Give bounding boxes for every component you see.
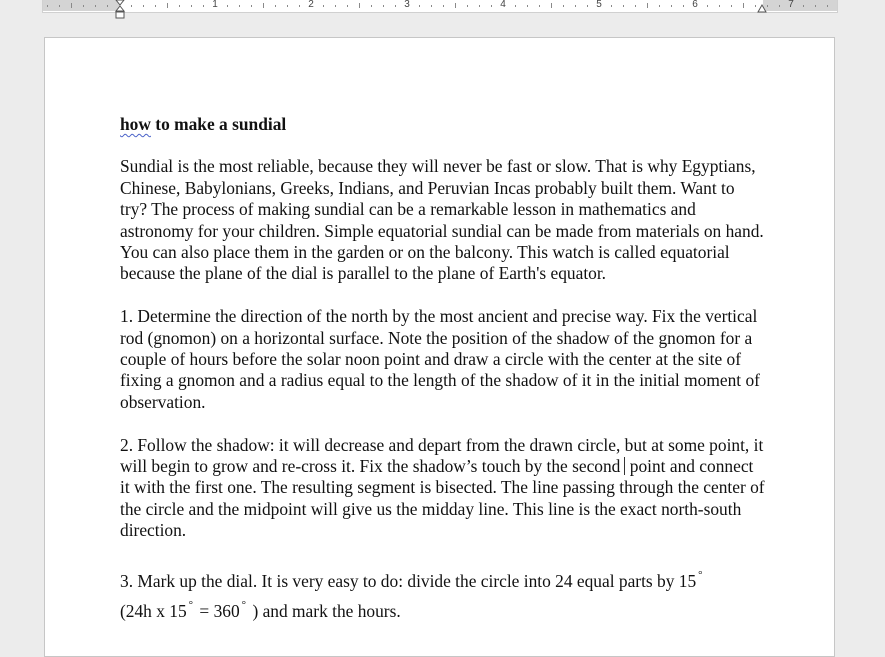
ruler-tick [767, 5, 768, 7]
ruler-tick [191, 5, 192, 7]
paragraph-step-2 [120, 435, 765, 542]
horizontal-ruler[interactable] [42, 0, 838, 13]
ruler-tick [815, 5, 816, 7]
paragraph-step-1: 1. Determine the direction of the north by the most ancient and precise way. Fix the vertical rod (gnomon) on a horizontal surface. Note the position of the shadow of the gnomon for a couple of hours before the solar noon point and draw a circle with the center at the site of fixing a gnomon and a radius equal to the length of the shadow of it in the initial moment of observation. [120, 306, 760, 412]
ruler-number: 4 [500, 0, 506, 10]
step-3-text-a: 3. Mark up the dial. It is very easy to do: divide the circle into 24 equal parts by 15 [120, 571, 697, 592]
ruler-tick [635, 5, 636, 7]
ruler-tick [779, 5, 780, 7]
ruler-number: 2 [308, 0, 314, 10]
document-title [120, 114, 765, 135]
ruler-tick [539, 5, 540, 7]
ruler-tick [299, 5, 300, 7]
step-2-text-b: point and connect it with the first one. The resulting segment is bisected. The line passing through the center of the circle and the midpoint will give us the midday line. This line is the exact north-south direction. [120, 456, 765, 541]
ruler-tick [251, 5, 252, 7]
title-text: to make a sundial [150, 114, 287, 134]
step-2-text-a: 2. Follow the shadow: it will decrease and depart from the drawn circle, but at some point, it will begin to grow and re-cross it. Fix the shadow’s touch by the second [120, 434, 764, 477]
ruler-tick [551, 3, 552, 8]
ruler-tick [83, 5, 84, 7]
ruler-tick [479, 5, 480, 7]
ruler-tick [167, 3, 168, 8]
ruler-tick [527, 5, 528, 7]
ruler-tick [71, 3, 72, 8]
ruler-tick [611, 5, 612, 7]
degree-symbol: ° [188, 599, 194, 612]
ruler-tick [491, 5, 492, 7]
ruler-tick [683, 5, 684, 7]
ruler-tick [383, 5, 384, 7]
paragraph-step-3 [120, 563, 765, 623]
ruler-tick [323, 5, 324, 7]
ruler-tick [95, 5, 96, 7]
document-body[interactable] [120, 114, 765, 644]
ruler-tick [431, 5, 432, 7]
ruler-tick [371, 5, 372, 7]
ruler-tick [359, 3, 360, 8]
ruler-tick [707, 5, 708, 7]
step-3-text-d: ) and mark the hours. [252, 601, 401, 622]
ruler-tick [239, 5, 240, 7]
step-3-text-c: = 360 [195, 601, 240, 622]
ruler-number: 3 [404, 0, 410, 10]
ruler-tick [827, 5, 828, 7]
ruler-tick [131, 5, 132, 7]
ruler-number: 5 [596, 0, 602, 10]
ruler-tick [347, 5, 348, 7]
ruler-tick [155, 5, 156, 7]
ruler-tick [731, 5, 732, 7]
ruler-tick [455, 3, 456, 8]
ruler-right-margin [763, 0, 837, 11]
ruler-tick [575, 5, 576, 7]
ruler-tick [743, 3, 744, 8]
ruler-number: 6 [692, 0, 698, 10]
ruler-tick [203, 5, 204, 7]
ruler-tick [143, 5, 144, 7]
ruler-tick [671, 5, 672, 7]
ruler-tick [287, 5, 288, 7]
spellcheck-flagged-word[interactable]: how [120, 114, 151, 134]
ruler-number: 1 [212, 0, 218, 10]
ruler-tick [587, 5, 588, 7]
ruler-tick [419, 5, 420, 7]
ruler-tick [803, 5, 804, 7]
text-cursor [624, 457, 625, 475]
ruler-tick [335, 5, 336, 7]
ruler-left-margin [43, 0, 120, 11]
ruler-tick [275, 5, 276, 7]
ruler-tick [623, 5, 624, 7]
left-indent-marker-icon[interactable] [115, 0, 125, 20]
step-3-text-b: (24h x 15 [120, 601, 187, 622]
ruler-tick [467, 5, 468, 7]
ruler-tick [647, 3, 648, 8]
ruler-tick [659, 5, 660, 7]
ruler-tick [47, 5, 48, 7]
ruler-tick [107, 5, 108, 7]
ruler-tick [515, 5, 516, 7]
ruler-tick [755, 5, 756, 7]
document-page[interactable] [44, 37, 835, 657]
ruler-tick [563, 5, 564, 7]
ruler-tick [263, 3, 264, 8]
ruler-tick [719, 5, 720, 7]
paragraph-intro: Sundial is the most reliable, because they will never be fast or slow. That is why Egyptians, Chinese, Babylonians, Greeks, Indians, and Peruvian Incas probably built them. Want to try? The process of making sundial can be a remarkable lesson in mathematics and astronomy for your children. Simple equatorial sundial can be made from materials on hand. You can also place them in the garden or on the balcony. This watch is called equatorial because the plane of the dial is parallel to the plane of Earth's equator. [120, 156, 764, 284]
degree-symbol: ° [698, 569, 703, 582]
ruler-tick [395, 5, 396, 7]
ruler-tick [443, 5, 444, 7]
ruler-tick [179, 5, 180, 7]
ruler-number: 7 [788, 0, 794, 10]
degree-symbol: ° [241, 599, 247, 612]
right-indent-marker-icon[interactable] [757, 4, 767, 13]
ruler-tick [227, 5, 228, 7]
ruler-tick [59, 5, 60, 7]
